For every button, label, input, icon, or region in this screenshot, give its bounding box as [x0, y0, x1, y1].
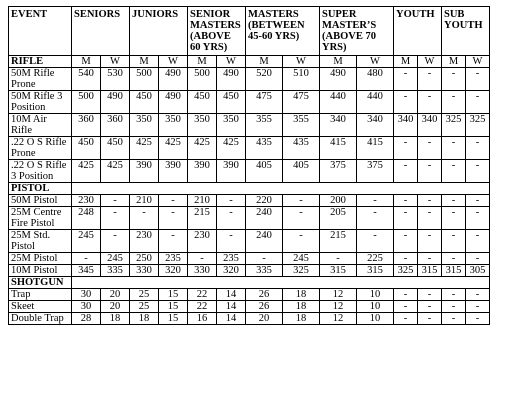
score-cell: 230: [130, 230, 159, 253]
gender-subheader: W: [283, 56, 320, 68]
score-cell: 490: [320, 68, 357, 91]
score-cell: 250: [130, 253, 159, 265]
score-cell: 235: [159, 253, 188, 265]
score-cell: -: [357, 207, 394, 230]
score-cell: 450: [188, 91, 217, 114]
score-cell: -: [188, 253, 217, 265]
score-cell: 25: [130, 289, 159, 301]
event-name: Double Trap: [9, 313, 72, 325]
score-cell: 248: [72, 207, 101, 230]
score-cell: 215: [320, 230, 357, 253]
section-row: [9, 277, 490, 289]
score-cell: 340: [320, 114, 357, 137]
score-cell: 540: [72, 68, 101, 91]
score-cell: 415: [320, 137, 357, 160]
score-cell: 230: [72, 195, 101, 207]
score-cell: 345: [72, 265, 101, 277]
header-row: [9, 7, 490, 56]
score-cell: -: [217, 195, 246, 207]
table-row: [9, 114, 490, 137]
score-cell: -: [466, 68, 490, 91]
score-cell: 390: [217, 160, 246, 183]
score-cell: 16: [188, 313, 217, 325]
score-cell: 355: [246, 114, 283, 137]
section-spacer: [72, 183, 490, 195]
score-cell: -: [418, 137, 442, 160]
gender-subheader: M: [320, 56, 357, 68]
header-masters: MASTERS (BETWEEN 45-60 YRS): [246, 7, 320, 56]
score-cell: -: [394, 253, 418, 265]
score-cell: -: [320, 253, 357, 265]
event-name: 50M Rifle 3 Position: [9, 91, 72, 114]
score-cell: -: [418, 195, 442, 207]
score-cell: 450: [130, 91, 159, 114]
score-cell: 12: [320, 289, 357, 301]
score-cell: -: [394, 195, 418, 207]
header-sub-youth: SUB YOUTH: [442, 7, 490, 56]
score-cell: 475: [283, 91, 320, 114]
header-super-masters: SUPER MASTER’S (ABOVE 70 YRS): [320, 7, 394, 56]
score-cell: -: [442, 230, 466, 253]
score-cell: -: [466, 207, 490, 230]
qualifying-scores-table: [8, 6, 490, 325]
score-cell: 360: [72, 114, 101, 137]
score-cell: 15: [159, 313, 188, 325]
score-cell: 230: [188, 230, 217, 253]
score-cell: 510: [283, 68, 320, 91]
gender-subheader: M: [130, 56, 159, 68]
gender-subheader: W: [217, 56, 246, 68]
event-name: 50M Rifle Prone: [9, 68, 72, 91]
gender-subheader: W: [418, 56, 442, 68]
score-cell: -: [72, 253, 101, 265]
score-cell: -: [246, 253, 283, 265]
score-cell: 18: [101, 313, 130, 325]
score-cell: -: [418, 289, 442, 301]
score-cell: 340: [357, 114, 394, 137]
score-cell: 390: [130, 160, 159, 183]
table-row: [9, 68, 490, 91]
score-cell: -: [418, 207, 442, 230]
score-cell: -: [442, 91, 466, 114]
score-cell: 500: [188, 68, 217, 91]
gender-subheader: W: [159, 56, 188, 68]
score-cell: 26: [246, 301, 283, 313]
score-cell: 340: [418, 114, 442, 137]
score-cell: -: [442, 160, 466, 183]
score-cell: 425: [130, 137, 159, 160]
section-spacer: [72, 277, 490, 289]
score-cell: 425: [159, 137, 188, 160]
score-cell: 240: [246, 207, 283, 230]
score-cell: 18: [283, 289, 320, 301]
score-cell: 360: [101, 114, 130, 137]
score-cell: 245: [72, 230, 101, 253]
score-cell: 490: [217, 68, 246, 91]
score-cell: 425: [72, 160, 101, 183]
score-cell: 20: [246, 313, 283, 325]
score-cell: -: [394, 137, 418, 160]
table-row: [9, 301, 490, 313]
event-name: 10M Air Rifle: [9, 114, 72, 137]
score-cell: 325: [442, 114, 466, 137]
score-cell: 500: [72, 91, 101, 114]
score-cell: 220: [246, 195, 283, 207]
score-cell: 12: [320, 301, 357, 313]
gender-subheader: M: [442, 56, 466, 68]
score-cell: -: [283, 230, 320, 253]
gender-subheader: M: [246, 56, 283, 68]
score-cell: 340: [394, 114, 418, 137]
score-cell: -: [442, 207, 466, 230]
score-cell: 210: [188, 195, 217, 207]
score-cell: 490: [101, 91, 130, 114]
gender-subheader: W: [357, 56, 394, 68]
score-cell: -: [442, 301, 466, 313]
score-cell: 10: [357, 301, 394, 313]
score-cell: 225: [357, 253, 394, 265]
score-cell: -: [283, 195, 320, 207]
score-cell: 335: [246, 265, 283, 277]
score-cell: 325: [283, 265, 320, 277]
score-cell: 14: [217, 313, 246, 325]
score-cell: -: [394, 207, 418, 230]
table-row: [9, 230, 490, 253]
score-cell: 390: [188, 160, 217, 183]
score-cell: 210: [130, 195, 159, 207]
score-cell: 14: [217, 301, 246, 313]
score-cell: -: [130, 207, 159, 230]
score-cell: 450: [72, 137, 101, 160]
score-cell: -: [466, 301, 490, 313]
score-cell: -: [466, 160, 490, 183]
table-row: [9, 195, 490, 207]
score-cell: -: [283, 207, 320, 230]
section-title: PISTOL: [9, 183, 72, 195]
score-cell: 325: [394, 265, 418, 277]
score-cell: 335: [101, 265, 130, 277]
score-cell: 12: [320, 313, 357, 325]
score-cell: -: [159, 230, 188, 253]
score-cell: 26: [246, 289, 283, 301]
score-cell: 375: [357, 160, 394, 183]
score-cell: -: [442, 289, 466, 301]
score-cell: 30: [72, 301, 101, 313]
event-name: 25M Centre Fire Pistol: [9, 207, 72, 230]
score-cell: 435: [283, 137, 320, 160]
score-cell: 25: [130, 301, 159, 313]
score-cell: 330: [188, 265, 217, 277]
table-row: [9, 207, 490, 230]
score-cell: -: [418, 301, 442, 313]
score-cell: -: [442, 195, 466, 207]
score-cell: -: [394, 289, 418, 301]
table-row: [9, 289, 490, 301]
score-cell: -: [418, 253, 442, 265]
score-cell: 350: [217, 114, 246, 137]
score-cell: 240: [246, 230, 283, 253]
header-event: EVENT: [9, 7, 72, 56]
score-cell: -: [101, 230, 130, 253]
score-cell: 22: [188, 301, 217, 313]
gender-subheader: M: [188, 56, 217, 68]
score-cell: -: [442, 253, 466, 265]
header-juniors: JUNIORS: [130, 7, 188, 56]
table-row: [9, 313, 490, 325]
score-cell: -: [394, 160, 418, 183]
section-title: RIFLE: [9, 56, 72, 68]
score-cell: 28: [72, 313, 101, 325]
gender-subheader: W: [466, 56, 490, 68]
score-cell: 200: [320, 195, 357, 207]
score-cell: -: [159, 195, 188, 207]
table-row: [9, 91, 490, 114]
score-cell: 10: [357, 313, 394, 325]
table-body: [9, 56, 490, 325]
score-cell: 20: [101, 301, 130, 313]
score-cell: -: [217, 230, 246, 253]
score-cell: 320: [159, 265, 188, 277]
score-cell: -: [466, 230, 490, 253]
score-cell: -: [418, 91, 442, 114]
score-cell: 520: [246, 68, 283, 91]
score-cell: 350: [188, 114, 217, 137]
score-cell: -: [394, 313, 418, 325]
score-cell: 490: [159, 91, 188, 114]
score-cell: 530: [101, 68, 130, 91]
score-cell: 215: [188, 207, 217, 230]
header-youth: YOUTH: [394, 7, 442, 56]
section-row: [9, 183, 490, 195]
score-cell: -: [357, 195, 394, 207]
gender-subheader: M: [394, 56, 418, 68]
score-cell: -: [418, 313, 442, 325]
score-cell: 425: [101, 160, 130, 183]
event-name: 25M Pistol: [9, 253, 72, 265]
score-cell: 425: [188, 137, 217, 160]
table-row: [9, 137, 490, 160]
score-cell: -: [394, 230, 418, 253]
score-cell: 245: [283, 253, 320, 265]
score-cell: -: [466, 289, 490, 301]
score-cell: 440: [357, 91, 394, 114]
table-row: [9, 253, 490, 265]
score-cell: -: [418, 160, 442, 183]
score-cell: 350: [130, 114, 159, 137]
event-name: .22 O S Rifle Prone: [9, 137, 72, 160]
gender-subheader: M: [72, 56, 101, 68]
score-cell: 480: [357, 68, 394, 91]
score-cell: -: [466, 253, 490, 265]
score-cell: 205: [320, 207, 357, 230]
document-page: [8, 6, 490, 325]
score-cell: -: [466, 195, 490, 207]
score-cell: 440: [320, 91, 357, 114]
score-cell: 415: [357, 137, 394, 160]
event-name: 25M Std. Pistol: [9, 230, 72, 253]
score-cell: -: [442, 313, 466, 325]
score-cell: 20: [101, 289, 130, 301]
score-cell: -: [357, 230, 394, 253]
score-cell: 450: [217, 91, 246, 114]
score-cell: 22: [188, 289, 217, 301]
event-name: 50M Pistol: [9, 195, 72, 207]
score-cell: 30: [72, 289, 101, 301]
score-cell: -: [217, 207, 246, 230]
gender-subheader: W: [101, 56, 130, 68]
score-cell: -: [101, 195, 130, 207]
score-cell: -: [466, 91, 490, 114]
score-cell: 18: [283, 301, 320, 313]
score-cell: 18: [130, 313, 159, 325]
event-name: Trap: [9, 289, 72, 301]
table-row: [9, 160, 490, 183]
score-cell: 235: [217, 253, 246, 265]
score-cell: 315: [418, 265, 442, 277]
score-cell: -: [394, 301, 418, 313]
event-name: .22 O S Rifle 3 Position: [9, 160, 72, 183]
score-cell: -: [159, 207, 188, 230]
score-cell: 315: [357, 265, 394, 277]
score-cell: -: [466, 137, 490, 160]
score-cell: 305: [466, 265, 490, 277]
score-cell: 18: [283, 313, 320, 325]
score-cell: -: [418, 68, 442, 91]
score-cell: 405: [283, 160, 320, 183]
score-cell: 10: [357, 289, 394, 301]
score-cell: 435: [246, 137, 283, 160]
score-cell: 320: [217, 265, 246, 277]
score-cell: 330: [130, 265, 159, 277]
score-cell: 315: [320, 265, 357, 277]
score-cell: -: [442, 68, 466, 91]
score-cell: 325: [466, 114, 490, 137]
score-cell: 425: [217, 137, 246, 160]
score-cell: 450: [101, 137, 130, 160]
score-cell: 390: [159, 160, 188, 183]
score-cell: 14: [217, 289, 246, 301]
score-cell: 15: [159, 301, 188, 313]
event-name: 10M Pistol: [9, 265, 72, 277]
score-cell: 490: [159, 68, 188, 91]
score-cell: -: [466, 313, 490, 325]
event-name: Skeet: [9, 301, 72, 313]
score-cell: -: [394, 91, 418, 114]
score-cell: 350: [159, 114, 188, 137]
score-cell: 245: [101, 253, 130, 265]
header-seniors: SENIORS: [72, 7, 130, 56]
section-row: [9, 56, 490, 68]
score-cell: 405: [246, 160, 283, 183]
score-cell: 375: [320, 160, 357, 183]
score-cell: 355: [283, 114, 320, 137]
score-cell: 315: [442, 265, 466, 277]
section-title: SHOTGUN: [9, 277, 72, 289]
score-cell: -: [442, 137, 466, 160]
score-cell: -: [394, 68, 418, 91]
score-cell: 475: [246, 91, 283, 114]
score-cell: 500: [130, 68, 159, 91]
score-cell: 15: [159, 289, 188, 301]
table-row: [9, 265, 490, 277]
score-cell: -: [101, 207, 130, 230]
score-cell: -: [418, 230, 442, 253]
header-senior-masters: SENIOR MASTERS (ABOVE 60 YRS): [188, 7, 246, 56]
